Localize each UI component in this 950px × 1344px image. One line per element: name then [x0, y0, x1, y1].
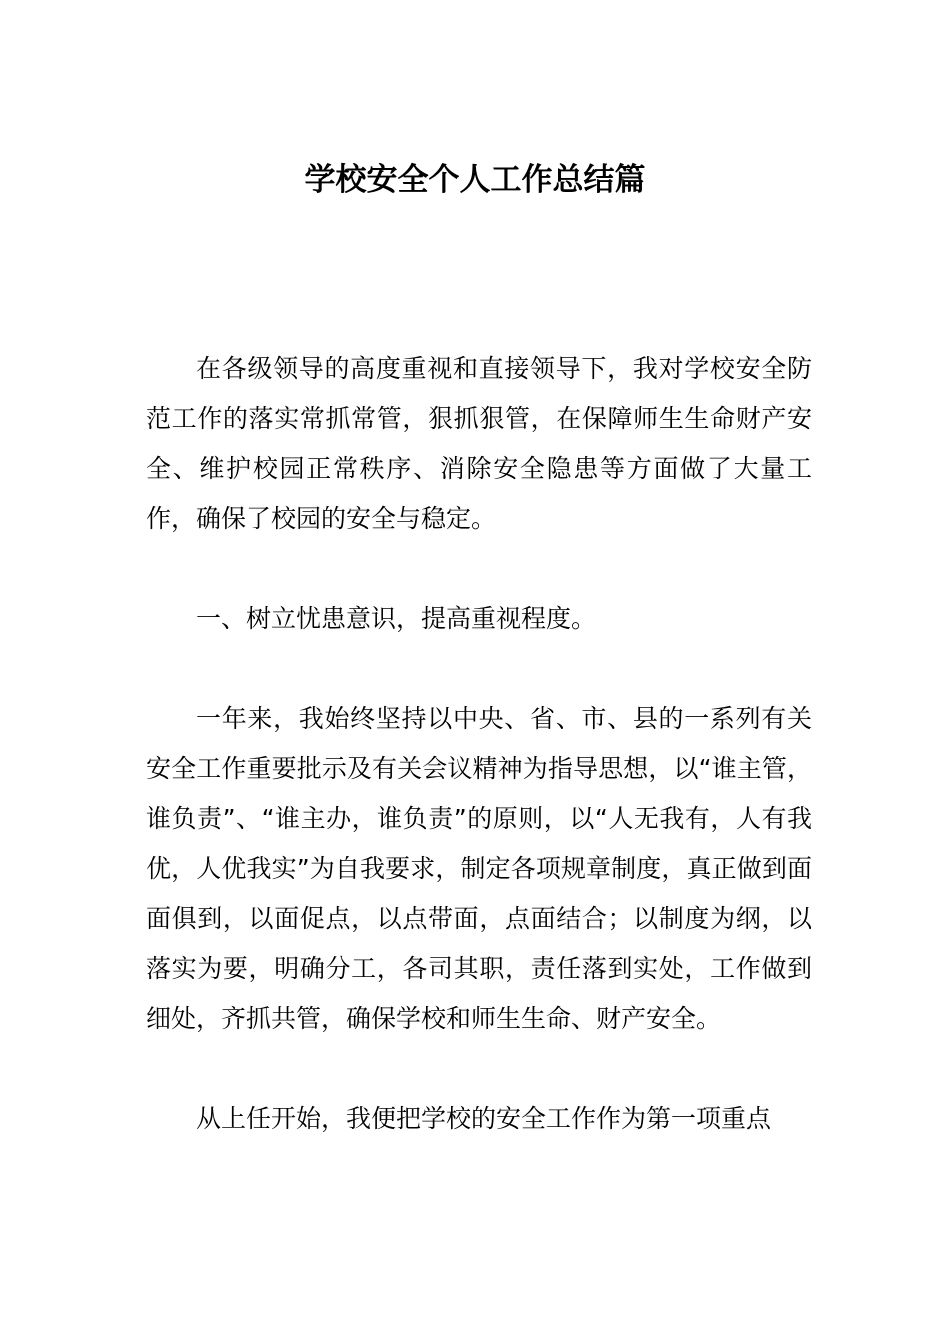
document-body [146, 344, 812, 1194]
paragraph-intro: 在各级领导的高度重视和直接领导下，我对学校安全防范工作的落实常抓常管，狠抓狠管，在保障师生生命财产安全、维护校园正常秩序、消除安全隐患等方面做了大量工作，确保了校园的安全与稳定。 [146, 354, 812, 533]
document-title: 学校安全个人工作总结篇 [304, 162, 646, 198]
section-heading-1: 一、树立忧患意识，提高重视程度。 [196, 604, 597, 633]
paragraph-guiding-principles: 一年来，我始终坚持以中央、省、市、县的一系列有关安全工作重要批示及有关会议精神为指导思想，以“谁主管，谁负责”、“谁主办，谁负责”的原则，以“人无我有，人有我优，人优我实”为自我要求，制定各项规章制度，真正做到面面俱到，以面促点，以点带面，点面结合；以制度为纲，以落实为要，明确分工，各司其职，责任落到实处，工作做到细处，齐抓共管，确保学校和师生生命、财产安全。 [146, 704, 812, 1033]
paragraph-since-appointment: 从上任开始，我便把学校的安全工作作为第一项重点 [196, 1104, 772, 1133]
